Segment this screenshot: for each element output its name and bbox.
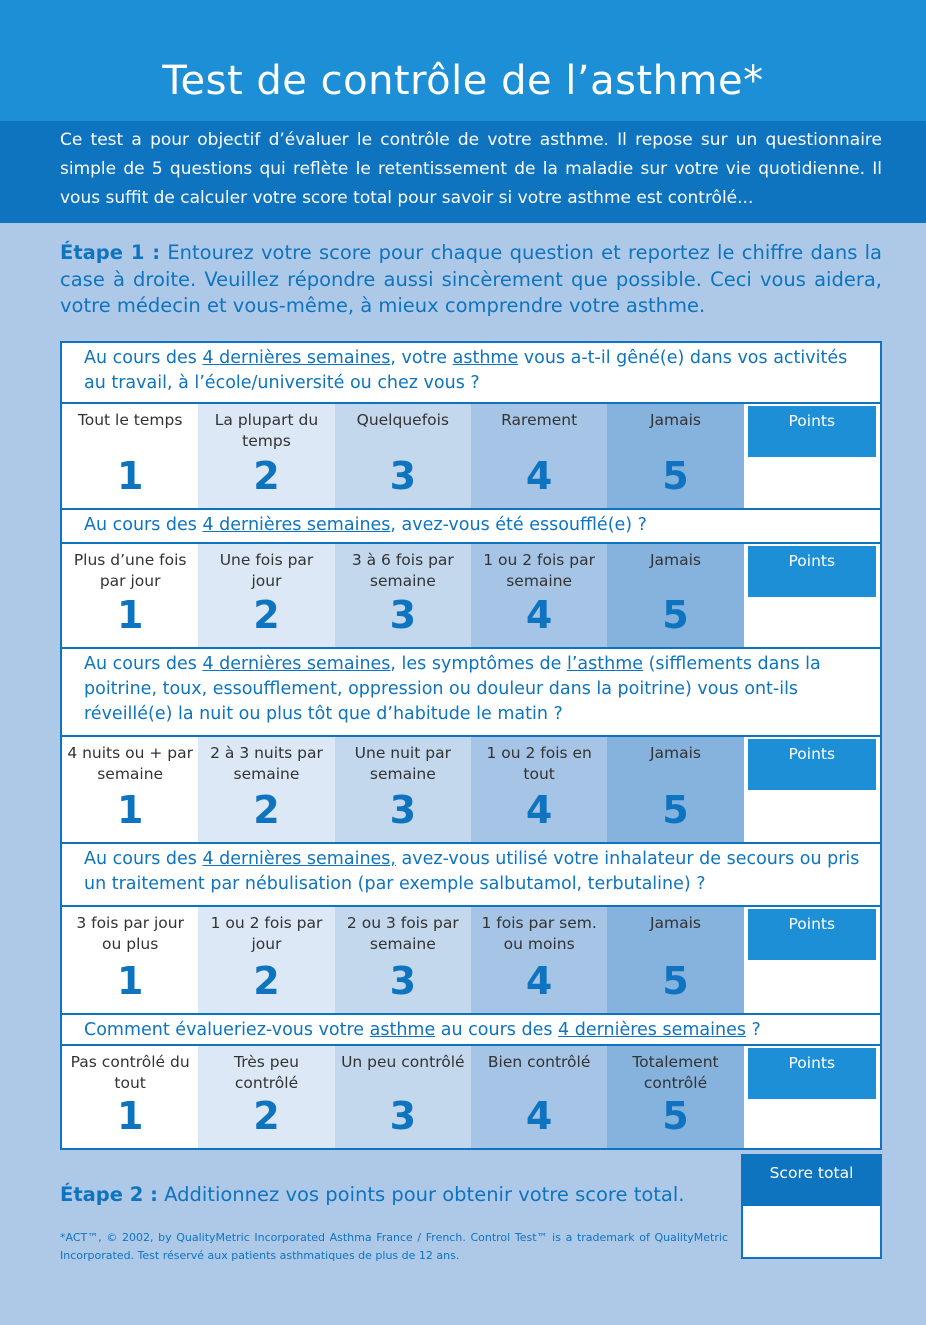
answer-score: 1 — [116, 593, 144, 637]
points-header: Points — [748, 1048, 876, 1099]
answer-option-5[interactable] — [607, 907, 743, 1013]
question-text-underlined: 4 dernières semaines — [202, 515, 391, 535]
answer-label: Plus d’une fois par jour — [73, 551, 187, 590]
question-text: Comment évalueriez-vous votre — [84, 1020, 370, 1040]
question-3 — [60, 647, 882, 737]
answer-option-2[interactable] — [198, 1046, 334, 1148]
question-1 — [60, 341, 882, 404]
answer-row-2 — [60, 544, 882, 647]
question-text: vous a-t-il gêné(e) dans vos activités au travail, à l’école/université ou chez vous ? — [84, 348, 848, 393]
answer-option-3[interactable] — [335, 907, 471, 1013]
answer-label: Rarement — [501, 411, 578, 429]
answer-score: 5 — [662, 1094, 689, 1138]
question-text-underlined: asthme — [369, 1020, 436, 1040]
answer-option-4[interactable] — [471, 404, 607, 508]
answer-label: Un peu contrôlé — [341, 1053, 465, 1071]
question-text: , votre — [390, 348, 453, 368]
answer-score: 3 — [389, 1094, 417, 1138]
answer-label: Totalement contrôlé — [632, 1053, 719, 1092]
step-2-instructions — [60, 1183, 684, 1206]
answer-label: Jamais — [649, 744, 701, 762]
question-4 — [60, 842, 882, 907]
question-text: avez-vous utilisé votre inhalateur de secours ou pris un traitement par nébulisation (par exemple salbutamol, terbutaline) ? — [84, 849, 860, 894]
question-text-underlined: 4 dernières semaines — [558, 1020, 746, 1040]
question-text: , les symptômes de — [390, 654, 567, 674]
answer-option-2[interactable] — [198, 737, 334, 842]
answer-label: 2 ou 3 fois par semaine — [346, 914, 459, 953]
answer-label: Une nuit par semaine — [354, 744, 451, 783]
step-1-instructions — [60, 240, 882, 320]
answer-row-1 — [60, 404, 882, 508]
question-text: (sifflements dans la poitrine, toux, essoufflement, oppression ou douleur dans la poitrine) vous ont-ils réveillé(e) la nuit ou plus tôt que d’habitude le matin ? — [84, 654, 821, 724]
answer-option-5[interactable] — [607, 544, 743, 647]
answer-option-1[interactable] — [62, 1046, 198, 1148]
answer-score: 5 — [662, 593, 689, 637]
question-text: Au cours des — [84, 348, 203, 368]
answer-score: 2 — [253, 1094, 280, 1138]
answer-option-1[interactable] — [62, 907, 198, 1013]
answer-label: Pas contrôlé du tout — [70, 1053, 190, 1092]
answer-option-3[interactable] — [335, 737, 471, 842]
question-text: ? — [745, 1020, 761, 1040]
answer-option-5[interactable] — [607, 1046, 743, 1148]
answer-label: Quelquefois — [356, 411, 450, 429]
answer-option-4[interactable] — [471, 737, 607, 842]
answer-score: 2 — [253, 788, 280, 832]
question-text-underlined: 4 dernières semaines, — [202, 849, 396, 869]
answer-score: 4 — [525, 959, 553, 1003]
points-header: Points — [748, 546, 876, 597]
answer-label: 2 à 3 nuits par semaine — [210, 744, 323, 783]
points-box[interactable] — [744, 907, 880, 1013]
answer-score: 1 — [116, 1094, 144, 1138]
score-total-header: Score total — [743, 1156, 880, 1206]
score-total-box[interactable] — [741, 1154, 882, 1259]
answer-row-4 — [60, 907, 882, 1013]
answer-score: 5 — [662, 454, 689, 498]
answer-score: 2 — [253, 959, 280, 1003]
answer-label: 4 nuits ou + par semaine — [67, 744, 193, 783]
question-2 — [60, 508, 882, 544]
answer-score: 4 — [525, 593, 553, 637]
step-2-text: Additionnez vos points pour obtenir votre score total. — [157, 1183, 685, 1206]
answer-score: 4 — [525, 1094, 553, 1138]
answer-score: 1 — [116, 454, 144, 498]
step-1-label: Étape 1 : — [60, 241, 161, 264]
points-header: Points — [748, 909, 876, 960]
answer-score: 5 — [662, 788, 689, 832]
answer-score: 3 — [389, 593, 417, 637]
footnote: *ACT™, © 2002, by QualityMetric Incorporated Asthma France / French. Control Test™ is a trademark of QualityMetric Incorporated. Test réservé aux patients asthmatiques de plus de 12 ans. — [60, 1231, 728, 1262]
answer-option-3[interactable] — [335, 404, 471, 508]
answer-label: 1 ou 2 fois par semaine — [483, 551, 596, 590]
answer-score: 5 — [662, 959, 689, 1003]
answer-label: 3 à 6 fois par semaine — [351, 551, 454, 590]
answer-label: Une fois par jour — [219, 551, 314, 590]
answer-score: 1 — [116, 959, 144, 1003]
answer-score: 2 — [253, 593, 280, 637]
answer-option-3[interactable] — [335, 544, 471, 647]
question-text-underlined: 4 dernières semaines — [202, 348, 391, 368]
answer-score: 3 — [389, 454, 417, 498]
answer-label: 1 ou 2 fois par jour — [210, 914, 323, 953]
question-text-underlined: 4 dernières semaines — [202, 654, 391, 674]
answer-option-4[interactable] — [471, 544, 607, 647]
question-text: Au cours des — [84, 654, 203, 674]
answer-label: Bien contrôlé — [487, 1053, 591, 1071]
answer-option-4[interactable] — [471, 1046, 607, 1148]
answer-option-1[interactable] — [62, 404, 198, 508]
answer-score: 4 — [525, 454, 553, 498]
answer-label: Jamais — [649, 411, 701, 429]
answer-score: 4 — [525, 788, 553, 832]
answer-option-1[interactable] — [62, 737, 198, 842]
question-text: au cours des — [435, 1020, 559, 1040]
question-text: Au cours des — [84, 849, 203, 869]
step-1-text: Entourez votre score pour chaque question et reportez le chiffre dans la case à droite. Veuillez répondre aussi sincèrement que possible. Ceci vous aidera, votre médecin et vous-même, à mieux comprendre votre asthme. — [60, 241, 882, 317]
intro-text: Ce test a pour objectif d’évaluer le contrôle de votre asthme. Il repose sur un questionnaire simple de 5 questions qui reflète le retentissement de la maladie sur votre vie quotidienne. Il vous suffit de calculer votre score total pour savoir si votre asthme est contrôlé... — [60, 130, 882, 208]
answer-row-5 — [60, 1046, 882, 1150]
step-2-label: Étape 2 : — [60, 1183, 158, 1206]
answer-score: 3 — [389, 788, 417, 832]
points-box[interactable] — [744, 737, 880, 842]
question-text-underlined: asthme — [452, 348, 519, 368]
answer-label: La plupart du temps — [214, 411, 319, 450]
answer-label: 1 fois par sem. ou moins — [481, 914, 597, 953]
points-header: Points — [748, 739, 876, 790]
answer-label: 1 ou 2 fois en tout — [486, 744, 592, 783]
answer-label: Très peu contrôlé — [234, 1053, 299, 1092]
answer-option-2[interactable] — [198, 544, 334, 647]
question-text-underlined: l’asthme — [567, 654, 644, 674]
question-text: , avez-vous été essoufflé(e) ? — [390, 515, 647, 535]
answer-label: Jamais — [649, 914, 701, 932]
answer-option-1[interactable] — [62, 544, 198, 647]
answer-row-3 — [60, 737, 882, 842]
points-header: Points — [748, 406, 876, 457]
answer-score: 2 — [253, 454, 280, 498]
answer-label: Tout le temps — [77, 411, 183, 429]
answer-option-2[interactable] — [198, 907, 334, 1013]
answer-option-4[interactable] — [471, 907, 607, 1013]
answer-option-5[interactable] — [607, 737, 743, 842]
question-5 — [60, 1013, 882, 1046]
points-box[interactable] — [744, 544, 880, 647]
answer-option-2[interactable] — [198, 404, 334, 508]
page-title: Test de contrôle de l’asthme* — [162, 58, 764, 104]
answer-option-5[interactable] — [607, 404, 743, 508]
answer-label: Jamais — [649, 551, 701, 569]
answer-score: 3 — [389, 959, 417, 1003]
points-box[interactable] — [744, 1046, 880, 1148]
answer-score: 1 — [116, 788, 144, 832]
answer-label: 3 fois par jour ou plus — [76, 914, 184, 953]
points-box[interactable] — [744, 404, 880, 508]
answer-option-3[interactable] — [335, 1046, 471, 1148]
question-text: Au cours des — [84, 515, 203, 535]
